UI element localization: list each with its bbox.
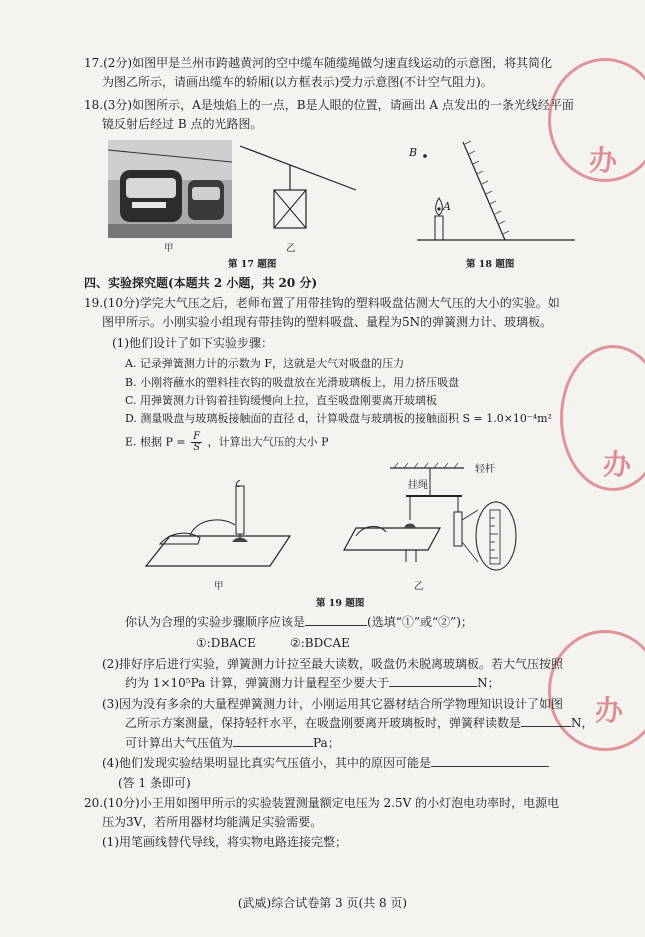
order-prompt: 你认为合理的实验步骤顺序应该是: [125, 615, 306, 629]
fig18-caption: 第 18 题图: [466, 259, 515, 270]
part3-unit-n: N，: [571, 716, 594, 730]
q19-line1: 19.(10分)学完大气压之后，老师布置了用带挂钩的塑料吸盘估测大气压的大小的实验。如: [84, 296, 560, 310]
q19-option-2: ②:BDCAE: [290, 636, 350, 650]
fraction: [191, 432, 202, 453]
part2-unit: N；: [477, 676, 500, 690]
q20-line2: 压为3V，若所用器材均能满足实验需要。: [102, 815, 323, 829]
part3-reading-blank[interactable]: [521, 726, 571, 727]
q19-part4-line2: (答 1 条即可): [118, 776, 191, 790]
q19-part3-line2: [125, 716, 594, 731]
red-seal-stamp-middle: [560, 345, 645, 491]
part2-prompt: 约为 1×10⁵Pa 计算，弹簧测力计量程至少要大于: [125, 676, 390, 690]
fig17-label-jia: 甲: [164, 243, 174, 254]
q19-part3-line3: [125, 736, 340, 751]
q19-part4-line1: [102, 756, 549, 771]
order-options-hint: (选填“①”或“②”)；: [367, 615, 473, 629]
q19-part3-line1: (3)因为没有多余的大量程弹簧测力计，小刚运用其它器材结合所学物理知识设计了如图: [102, 697, 564, 711]
q19-step-a: A. 记录弹簧测力计的示数为 F，这就是大气对吸盘的压力: [125, 357, 405, 370]
q20-line1: 20.(10分)小王用如图甲所示的实验装置测量额定电压为 2.5V 的小灯泡电功率时，电源电: [84, 796, 560, 810]
step-e-suffix: ，计算出大气压的大小 P: [207, 435, 329, 449]
q18-line2: 镜反射后经过 B 点的光路图。: [102, 117, 263, 131]
fig19-jia-diagram: [140, 480, 300, 580]
section-4-header: 四、实验探究题(本题共 2 小题，共 20 分): [84, 276, 318, 290]
seal-char: 办: [595, 694, 624, 727]
fig17-label-yi: 乙: [286, 243, 296, 254]
q19-order-question: [125, 615, 473, 630]
q18-line1: 18.(3分)如图所示，A是烛焰上的一点，B是人眼的位置，请画出 A 点发出的一条光线经平面: [84, 98, 574, 112]
q20-sub1: (1)用笔画线替代导线，将实物电路连接完整；: [102, 835, 347, 849]
part4-prompt: (4)他们发现实验结果明显比真实气压值小，其中的原因可能是: [102, 756, 432, 770]
fig19-yi-diagram: [340, 462, 520, 586]
part2-answer-blank[interactable]: [389, 686, 477, 687]
fig18-label-B: B: [409, 146, 418, 159]
q19-step-b: B. 小刚将蘸水的塑料挂衣钩的吸盘放在光滑玻璃板上，用力挤压吸盘: [125, 376, 460, 389]
fig19-caption: 第 19 题图: [316, 598, 365, 609]
step-e-prefix: E. 根据 P =: [125, 435, 186, 449]
red-seal-stamp-bottom: [548, 630, 645, 751]
page-footer: (武威)综合试卷第 3 页(共 8 页): [237, 896, 408, 910]
fig18-label-A: A: [443, 200, 451, 213]
q19-part2-line1: (2)排好序后进行实验，弹簧测力计拉至最大读数，吸盘仍未脱离玻璃板。若大气压按照: [102, 657, 564, 671]
fraction-denominator: S: [193, 442, 201, 453]
part3-pressure-blank[interactable]: [233, 746, 313, 747]
q19-step-c: C. 用弹簧测力计钩着挂钩缓慢向上拉，直至吸盘刚要离开玻璃板: [125, 394, 438, 407]
q19-option-1: ①:DBACE: [196, 636, 256, 650]
fig19-label-yi: 乙: [414, 581, 424, 592]
q17-line1: 17.(2分)如图甲是兰州市跨越黄河的空中缆车随缆绳做匀速直线运动的示意图，将其简化: [84, 56, 553, 70]
fig19-label-guashen: 挂绳: [408, 480, 428, 491]
order-answer-blank[interactable]: [305, 625, 367, 626]
seal-char: 办: [603, 448, 632, 481]
fraction-numerator: F: [193, 431, 201, 442]
fig19-label-qinggan: 轻杆: [475, 464, 495, 475]
part3-prompt: 乙所示方案测量，保持轻杆水平，在吸盘刚要离开玻璃板时，弹簧秤读数是: [125, 716, 522, 730]
seal-char: 办: [589, 144, 618, 177]
fig17-caption: 第 17 题图: [228, 259, 277, 270]
part3-unit-pa: Pa；: [313, 736, 340, 750]
fig17-diagram: [240, 140, 360, 250]
q19-part2-line2: [125, 676, 500, 691]
q19-step-e: [125, 432, 329, 453]
cable-car-photo: [108, 140, 232, 238]
q19-line2: 图甲所示。小刚实验小组现有带挂钩的塑料吸盘、量程为5N的弹簧测力计、玻璃板。: [102, 315, 553, 329]
q19-step-d: D. 测量吸盘与玻璃板接触面的直径 d，计算吸盘与玻璃板的接触面积 S = 1.0×10⁻⁴m²: [125, 412, 552, 425]
q17-line2: 为图乙所示，请画出缆车的轿厢(以方框表示)受力示意图(不计空气阻力)。: [102, 75, 493, 89]
fig18-diagram: [405, 136, 585, 252]
fig19-label-jia: 甲: [214, 581, 224, 592]
q19-sub1: (1)他们设计了如下实验步骤：: [112, 336, 273, 350]
part3-pressure-prompt: 可计算出大气压值为: [125, 736, 234, 750]
part4-answer-blank[interactable]: [431, 766, 549, 767]
